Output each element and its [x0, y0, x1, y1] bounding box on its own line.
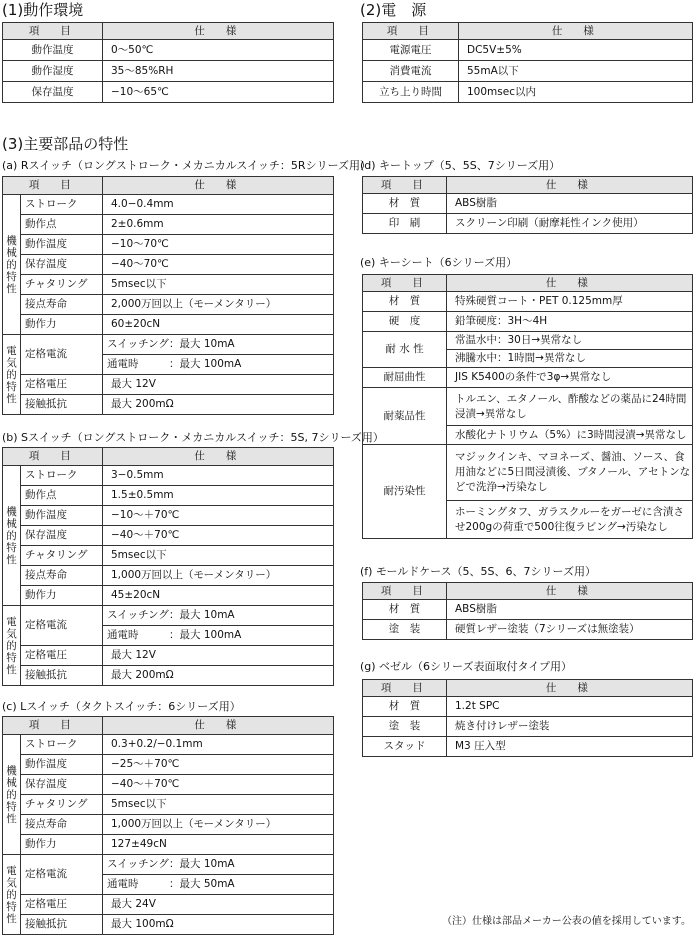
r-switch-table: 項 目 仕 様 機械的特性 ストローク 4.0−0.4mm 動作点 2±0.6mm 動作温度 −10〜70℃ 保存温度 −40〜70℃ チャタリング 5msec以下 接点寿命 2,000万回以上（モーメンタリー） 動作力 60±20cN 電気的特性 定格電流 スイッチング：最大 10mA 通電時 ：最大 100mA 定格電圧 最大 12V 接触抵抗 最大 200mΩ [2, 176, 334, 415]
header-spec: 仕 様 [447, 275, 693, 292]
footnote: （注）仕様は部品メーカー公表の値を採用しています。 [442, 916, 691, 927]
group-electrical: 電気的特性 [3, 855, 21, 935]
header-item: 項 目 [363, 177, 447, 194]
subsection-title-mold-case: (f) モールドケース（5、5S、6、7シリーズ用） [360, 565, 596, 578]
table-row: 材 質 ABS樹脂 [363, 600, 693, 620]
keysheet-table: 項 目 仕 様 材 質 特殊硬質コート・PET 0.125mm厚 硬 度 鉛筆硬度：3H〜4H 耐 水 性 常温水中：30日→異常なし 沸騰水中：1時間→異常なし 耐屈曲性 JIS K5400の条件で3φ→異常なし 耐薬品性 トルエン、エタノール、酢酸などの薬品に24時間浸漬→異常なし 水酸化ナトリウム（5%）に3時間浸漬→異常なし 耐汚染性 マジックインキ、マヨネーズ、醤油、ソース、食用油などに5日間浸漬後、ブタノール、アセトンなどで洗浄→汚染なし ホーミングタフ、ガラスクルーをガーゼに含漬させ200gの荷重で500往復ラビング→汚染なし [362, 274, 693, 539]
table-row: 材 質 ABS樹脂 [363, 194, 693, 214]
group-mechanical: 機械的特性 [3, 735, 21, 855]
header-item: 項 目 [3, 448, 103, 466]
header-spec: 仕 様 [103, 717, 334, 735]
group-mechanical: 機械的特性 [3, 195, 21, 335]
table-row: 立ち上り時間 100msec以内 [363, 82, 693, 103]
subsection-title-bezel: (g) ベゼル（6シリーズ表面取付タイプ用） [360, 660, 572, 673]
table-row: 電源電圧 DC5V±5% [363, 40, 693, 61]
l-switch-table: 項 目 仕 様 機械的特性 ストローク 0.3+0.2/−0.1mm 動作温度 −25〜＋70℃ 保存温度 −40〜＋70℃ チャタリング 5msec以下 接点寿命 1,000万回以上（モーメンタリー） 動作力 127±49cN 電気的特性 定格電流 スイッチング：最大 10mA 通電時 ：最大 50mA 定格電圧 最大 24V 接触抵抗 最大 100mΩ [2, 716, 334, 935]
subsection-title-l-switch: (c) Lスイッチ（タクトスイッチ：6シリーズ用） [2, 700, 241, 713]
header-item: 項 目 [3, 177, 103, 195]
header-item: 項 目 [363, 275, 447, 292]
subsection-title-keytop: (d) キートップ（5、5S、7シリーズ用） [360, 159, 561, 172]
header-spec: 仕 様 [103, 448, 334, 466]
section-title-power-supply: (2)電 源 [360, 1, 427, 19]
header-spec: 仕 様 [459, 23, 693, 40]
table-row: 塗 装 硬質レザー塗装（7シリーズは無塗装） [363, 620, 693, 640]
table-row: 消費電流 55mA以下 [363, 61, 693, 82]
header-spec: 仕 様 [103, 23, 334, 40]
table-row: 材 質 1.2t SPC [363, 697, 693, 717]
table-row: 保存温度 −10〜65℃ [3, 82, 334, 103]
operating-environment-table [2, 22, 334, 103]
section-title-operating-environment: (1)動作環境 [2, 1, 84, 19]
table-row: 塗 装 焼き付けレザー塗装 [363, 717, 693, 737]
header-spec: 仕 様 [447, 583, 693, 600]
subsection-title-s-switch: (b) Sスイッチ（ロングストローク・メカニカルスイッチ：5S, 7シリーズ用） [2, 431, 384, 444]
header-spec: 仕 様 [447, 680, 693, 697]
header-item: 項 目 [3, 23, 103, 40]
table-row: スタッド M3 圧入型 [363, 737, 693, 757]
group-electrical: 電気的特性 [3, 335, 21, 415]
power-supply-table [362, 22, 693, 103]
header-item: 項 目 [363, 680, 447, 697]
keytop-table [362, 176, 693, 234]
header-item: 項 目 [363, 583, 447, 600]
header-item: 項 目 [3, 717, 103, 735]
header-spec: 仕 様 [103, 177, 334, 195]
group-mechanical: 機械的特性 [3, 466, 21, 606]
subsection-title-keysheet: (e) キーシート（6シリーズ用） [360, 256, 518, 269]
s-switch-table: 項 目 仕 様 機械的特性 ストローク 3−0.5mm 動作点 1.5±0.5mm 動作温度 −10〜＋70℃ 保存温度 −40〜＋70℃ チャタリング 5msec以下 接点寿命 1,000万回以上（モーメンタリー） 動作力 45±20cN 電気的特性 定格電流 スイッチング：最大 10mA 通電時 ：最大 100mA 定格電圧 最大 12V 接触抵抗 最大 200mΩ [2, 447, 334, 686]
mold-case-table [362, 582, 693, 640]
section-title-main-parts: (3)主要部品の特性 [2, 135, 129, 153]
subsection-title-r-switch: (a) Rスイッチ（ロングストローク・メカニカルスイッチ：5Rシリーズ用） [2, 159, 372, 172]
table-row: 動作温度 0〜50℃ [3, 40, 334, 61]
table-row: 動作湿度 35〜85%RH [3, 61, 334, 82]
group-electrical: 電気的特性 [3, 606, 21, 686]
bezel-table [362, 679, 693, 757]
table-row: 印 刷 スクリーン印刷（耐摩耗性インク使用） [363, 214, 693, 234]
header-item: 項 目 [363, 23, 459, 40]
header-spec: 仕 様 [447, 177, 693, 194]
